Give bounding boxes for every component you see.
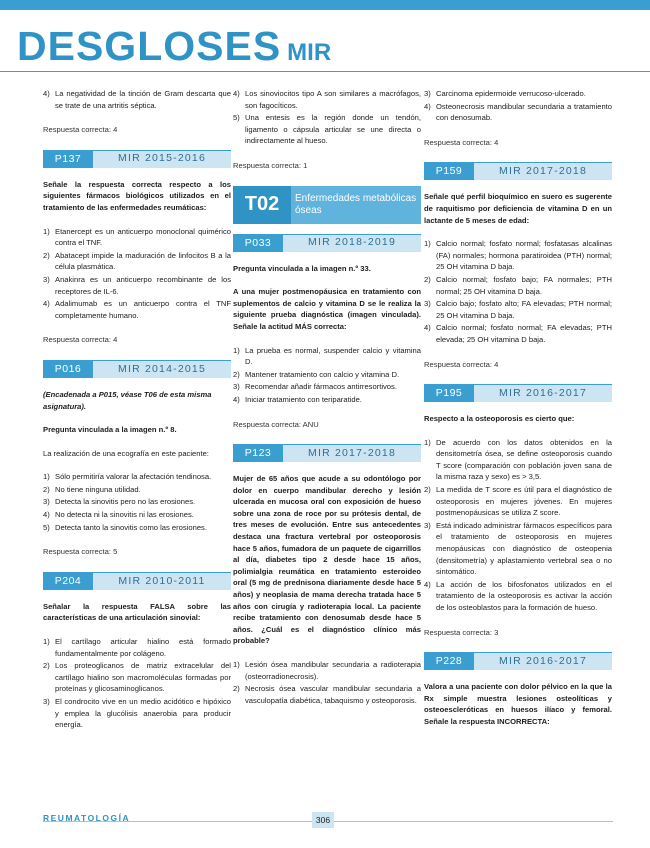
option-list <box>233 659 421 706</box>
question-text: La realización de una ecografía en este paciente: <box>43 448 209 458</box>
page-number: 306 <box>312 812 334 828</box>
option: 3) Anakinra es un anticuerpo recombinante de los receptores de IL-6. <box>43 274 231 296</box>
question-tag-p195: P195 MIR 2016-2017 <box>424 384 612 402</box>
option: 5) Detecta tanto la sinovitis como las erosiones. <box>43 522 207 532</box>
topic-header <box>233 186 421 224</box>
option-list <box>233 88 421 147</box>
option: 2) Calcio normal; fosfato bajo; FA normales; PTH normal; 25 OH vitamina D baja. <box>424 274 612 296</box>
option: 4) Osteonecrosis mandibular secundaria a tratamiento con denosumab. <box>424 101 612 123</box>
question-text: Señalar la respuesta FALSA sobre las características de una articulación sinovial: <box>43 601 231 623</box>
image-reference: Pregunta vinculada a la imagen n.º 8. <box>43 425 177 435</box>
question-tag-p204: P204 MIR 2010-2011 <box>43 572 231 590</box>
question-tag-p016: P016 MIR 2014-2015 <box>43 360 231 378</box>
answer: Respuesta correcta: ANU <box>233 419 319 429</box>
topic-code: T02 <box>233 186 291 224</box>
option-list <box>43 471 231 533</box>
header-accent-bar <box>0 0 650 10</box>
question-tag-p123: P123 MIR 2017-2018 <box>233 444 421 462</box>
option: 1) El cartílago articular hialino está formado fundamentalmente por colágeno. <box>43 637 231 658</box>
option: 3) Calcio bajo; fosfato alto; FA elevadas; PTH normal; 25 OH vitamina D baja. <box>424 299 612 320</box>
option-list <box>424 238 612 345</box>
option: 2) Mantener tratamiento con calcio y vitamina D. <box>233 369 400 379</box>
option: 1) De acuerdo con los datos obtenidos en la densitometría ósea, se define osteoporosis cuando T score (comparación con población joven sana de la misma raza y sexo) es > 3,5. <box>424 437 612 482</box>
option: 3) Está indicado administrar fármacos específicos para el tratamiento de osteoporosis en mujeres menopáusicas con diagnóstico de osteopenia (densitometría) y aplastamiento vertebral sea o no sintomático. <box>424 520 613 577</box>
option: 1) La prueba es normal, suspender calcio y vitamina D. <box>233 345 421 367</box>
option-list <box>424 88 612 124</box>
topic-name: Enfermedades metabólicas óseas <box>291 186 421 224</box>
option-list <box>233 345 421 406</box>
question-tag-p159: P159 MIR 2017-2018 <box>424 162 612 180</box>
footer-section: REUMATOLOGÍA <box>43 813 131 823</box>
question-text: Mujer de 65 años que acude a su odontólogo por dolor en cuerpo mandibular derecho y lesión ulcerada en mucosa oral con exposición de hueso sobre una zona de roce por su prótesis dental, de tres meses de evolución. Entre sus antecedentes destaca una fractura vertebral por osteoporosis hace 5 años, fumadora de un paquete de cigarrillos al día, diabetes tipo 2 desde hace 15 años, polimialgia reumática en tratamiento esteroideo oral (5 mg de prednisona diariamente desde hace 5 años) y neoplasia de mama derecha tratada hace 5 años con cirugía y radioterapia local. La paciente recibe tratamiento con denosumab desde hace 5 años. ¿Cuál es el diagnóstico clínico más probable? <box>233 474 421 646</box>
option: 4) No detecta ni la sinovitis ni las erosiones. <box>43 510 194 520</box>
column-2 <box>233 88 421 719</box>
option: 1) Calcio normal; fosfato normal; fosfatasas alcalinas (FA) normales; hormona paratiroidea (PTH) normal; 25 OH vitamina D baja. <box>424 239 612 272</box>
option: 4) Iniciar tratamiento con teriparatide. <box>233 394 362 404</box>
option: 2) Abatacept impide la maduración de linfocitos B a la célula plasmática. <box>43 250 231 272</box>
option: 1) Etanercept es un anticuerpo monoclonal quimérico contra el TNF. <box>43 226 231 248</box>
chained-note: (Encadenada a P015, véase T06 de esta misma asignatura). <box>43 389 212 411</box>
option: 3) Detecta la sinovitis pero no las erosiones. <box>43 497 196 507</box>
option: 5) Una entesis es la región donde un tendón, ligamento o cápsula articular se une directa o indirectamente al hueso. <box>233 113 421 146</box>
answer: Respuesta correcta: 5 <box>43 547 118 557</box>
question-text: Señale qué perfil bioquímico en suero es sugerente de raquitismo por deficiencia de vitamina D en un lactante de 5 meses de edad: <box>424 192 612 225</box>
question-text: Señale la respuesta correcta respecto a los siguientes fármacos biológicos utilizados en el tratamiento de las enfermedades reumáticas: <box>43 179 231 212</box>
question-tag-p137: P137 MIR 2015-2016 <box>43 150 231 168</box>
option: 4) Adalimumab es un anticuerpo contra el TNF completamente humano. <box>43 299 231 320</box>
option: 4) Los sinoviocitos tipo A son similares a macrófagos, son fagocíticos. <box>233 89 421 110</box>
answer: Respuesta correcta: 1 <box>233 160 308 170</box>
option: 2) Necrosis ósea vascular mandibular secundaria a vasculopatía diabética, tabaquismo y osteoporosis. <box>233 684 421 705</box>
option: 2) No tiene ninguna utilidad. <box>43 484 141 494</box>
option-list <box>43 226 231 322</box>
option: 1) Lesión ósea mandibular secundaria a radioterapia (osteorradionecrosis). <box>233 660 421 681</box>
column-1 <box>43 88 231 744</box>
question-tag-p033: P033 MIR 2018-2019 <box>233 234 421 252</box>
option: 4) Calcio normal; fosfato normal; FA elevadas; PTH elevada; 25 OH vitamina D baja. <box>424 323 612 344</box>
answer: Respuesta correcta: 4 <box>424 137 499 147</box>
column-3 <box>424 88 612 740</box>
option: 4) La acción de los bifosfonatos utilizados en el tratamiento de la osteoporosis es activar la acción de los osteoblastos para la formación de hueso. <box>424 579 612 612</box>
answer: Respuesta correcta: 4 <box>43 335 118 345</box>
option: 2) La medida de T score es útil para el diagnóstico de osteoporosis en mujeres jóvenes. En mujeres postmenopáusicas se utiliza Z score. <box>424 485 612 518</box>
answer: Respuesta correcta: 4 <box>424 359 499 369</box>
option: 2) Los proteoglicanos de matriz extracelular del cartílago hialino son macromoléculas formadas por proteínas y glicosaminoglicanos. <box>43 661 231 694</box>
option: 3) El condrocito vive en un medio acidótico e hipóxico y emplea la glucólisis anaerobia para producir energía. <box>43 697 231 730</box>
page-subtitle: MIR <box>287 39 332 66</box>
option: 3) Recomendar añadir fármacos antirresortivos. <box>233 382 397 392</box>
option: 4) La negatividad de la tinción de Gram descarta que se trate de una artritis séptica. <box>43 89 231 110</box>
question-text: Valora a una paciente con dolor pélvico en la que la Rx simple muestra lesiones osteolíticas y osteoescleróticas en huesos ilíaco y femoral. Señale la respuesta INCORRECTA: <box>424 682 612 726</box>
answer: Respuesta correcta: 4 <box>43 125 118 135</box>
option-list <box>43 636 231 731</box>
header-divider <box>0 71 650 72</box>
question-text: A una mujer postmenopáusica en tratamiento con suplementos de calcio y vitamina D se le realiza la siguiente prueba diagnóstica (imagen vinculada). Señale la actitud MÁS correcta: <box>233 287 421 331</box>
option-list <box>43 88 231 111</box>
option: 1) Sólo permitiría valorar la afectación tendinosa. <box>43 472 212 482</box>
question-tag-p228: P228 MIR 2016-2017 <box>424 652 612 670</box>
answer: Respuesta correcta: 3 <box>424 627 499 637</box>
question-text: Respecto a la osteoporosis es cierto que: <box>424 414 575 424</box>
option-list <box>424 437 612 614</box>
image-reference: Pregunta vinculada a la imagen n.º 33. <box>233 263 371 273</box>
page-title: DESGLOSES MIR <box>17 23 332 69</box>
option: 3) Carcinoma epidermoide verrucoso-ulcerado. <box>424 89 586 98</box>
